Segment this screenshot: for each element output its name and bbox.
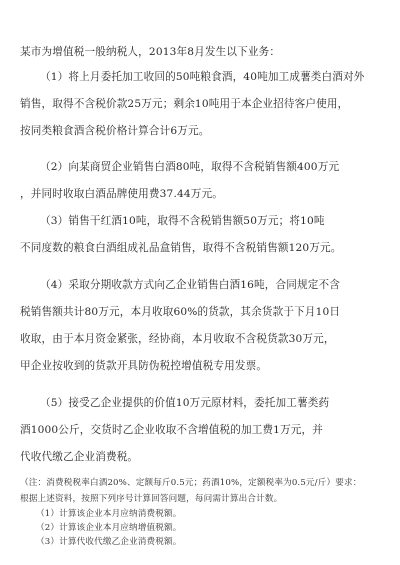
item-2-line-1: （2）向某商贸企业销售白酒80吨，取得不含税销售额400万元 [40,161,340,173]
item-3-line-2: 不同度数的粮食白酒组成礼品盒销售，取得不含税销售额120万元。 [20,242,342,254]
note-line-1: （注：消费税税率白酒20%、定额每斤0.5元；药酒10%，定额税率为0.5元/斤）要求： [20,478,362,488]
intro-text: 某市为增值税一般纳税人，2013年8月发生以下业务： [20,46,281,58]
item-4-line-2: 税销售额共计80万元，本月收取60%的货款，其余货款于下月10日 [20,306,341,318]
item-2-line-2: ，并同时收取白酒品牌使用费37.44万元。 [20,188,223,200]
item-1-line-2: 销售，取得不含税价款25万元；剩余10吨用于本企业招待客户使用， [20,98,349,110]
item-5-line-3: 代收代缴乙企业消费税。 [20,451,139,463]
requirement-2: （2）计算该企业本月应纳增值税额。 [36,523,182,533]
item-3-line-1: （3）销售干红酒10吨，取得不含税销售额50万元；将10吨 [40,215,325,227]
note-line-2: 根据上述资料，按照下列序号计算回答问题，每问需计算出合计数。 [20,494,283,504]
item-1-line-1: （1）将上月委托加工收回的50吨粮食酒，40吨加工成薯类白酒对外 [40,71,365,83]
requirement-1: （1）计算该企业本月应纳消费税额。 [36,509,182,519]
item-4-line-1: （4）采取分期收款方式向乙企业销售白酒16吨，合同规定不含 [40,279,341,291]
item-5-line-1: （5）接受乙企业提供的价值10万元原材料，委托加工薯类药 [40,397,330,409]
item-1-line-3: 按同类粮食酒含税价格计算合计6万元。 [20,125,210,137]
requirement-3: （3）计算代收代缴乙企业消费税额。 [36,537,182,547]
item-4-line-4: 甲企业按收到的货款开具防伪税控增值税专用发票。 [20,360,268,372]
item-5-line-2: 酒1000公斤，交货时乙企业收取不含增值税的加工费1万元，并 [20,424,324,436]
item-4-line-3: 收取，由于本月资金紧张，经协商，本月收取不含税货款30万元， [20,333,335,345]
